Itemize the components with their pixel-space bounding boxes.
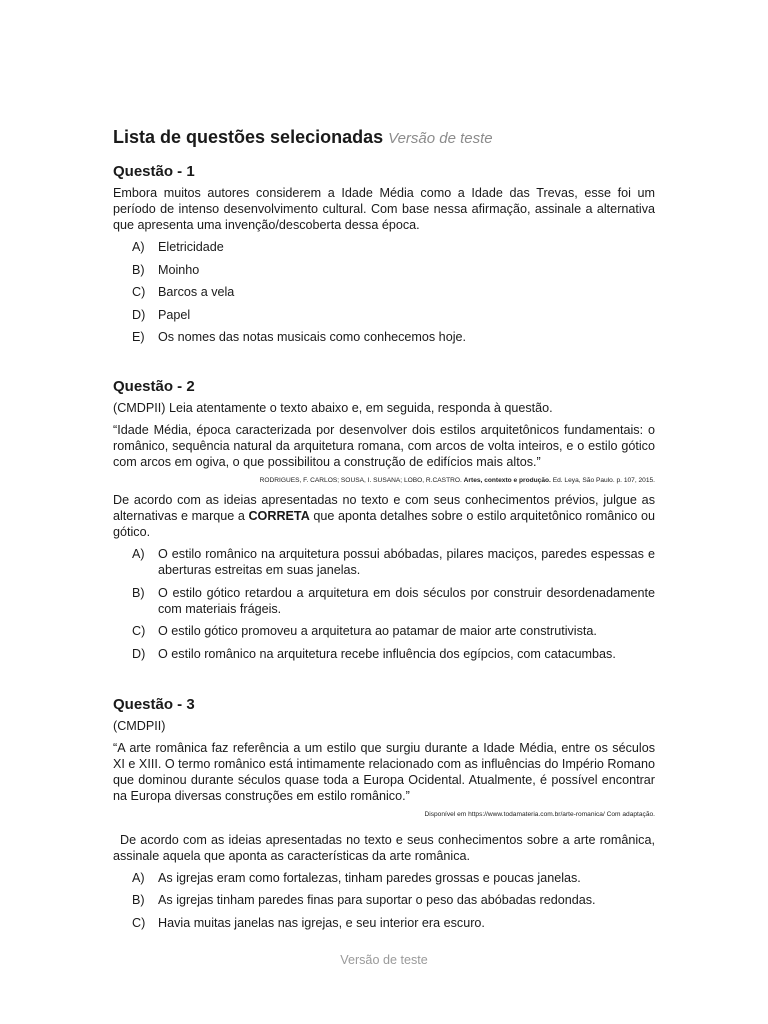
page-subtitle: Versão de teste: [388, 130, 493, 147]
question-3: [113, 696, 655, 931]
option-text: Moinho: [158, 262, 200, 277]
option-letter: B): [132, 893, 145, 907]
question-3-option-a[interactable]: [113, 870, 655, 886]
option-text: Havia muitas janelas nas igrejas, e seu interior era escuro.: [158, 915, 485, 930]
question-3-option-b[interactable]: [113, 892, 655, 908]
option-letter: A): [132, 870, 145, 885]
option-letter: A): [132, 547, 145, 561]
source-authors: RODRIGUES, F. CARLOS; SOUSA, I. SUSANA; LOBO, R.CASTRO.: [259, 477, 464, 484]
option-letter: C): [132, 285, 146, 299]
option-text: Papel: [158, 307, 191, 322]
question-3-options: [113, 870, 655, 931]
question-1-heading: Questão - 1: [113, 163, 195, 180]
option-letter: B): [132, 262, 145, 277]
question-1: [113, 163, 655, 345]
option-text: Barcos a vela: [158, 285, 235, 299]
option-text: O estilo gótico promoveu a arquitetura ao patamar de maior arte construtivista.: [158, 624, 597, 638]
option-letter: C): [132, 915, 146, 930]
question-3-prompt: De acordo com as ideias apresentadas no texto e seus conhecimentos sobre a arte românica, assinale aquela que aponta as características da arte românica.: [113, 832, 655, 863]
option-text: O estilo românico na arquitetura recebe influência dos egípcios, com catacumbas.: [158, 646, 616, 661]
question-3-quote: “A arte românica faz referência a um estilo que surgiu durante a Idade Média, entre os séculos XI e XIII. O termo românico está intimamente relacionado com as influências do Império Romano que dominou durante séculos quase toda a Europa Ocidental. Atualmente, é possível encontrar na Europa diversas construções em estilo românico.”: [113, 740, 655, 803]
question-2-option-c[interactable]: [113, 623, 655, 639]
question-2-heading: Questão - 2: [113, 378, 195, 395]
question-2-quote: “Idade Média, época caracterizada por desenvolver dois estilos arquitetônicos fundamentais: o românico, sequência natural da arquitetura romana, com arcos de volta inteiros, e o estilo gótico com arcos em ogiva, o que possibilitou a construção de edifícios mais altos.”: [113, 423, 655, 469]
option-text: Eletricidade: [158, 240, 224, 254]
prompt-text-after: que aponta detalhes sobre o estilo arquitetônico românico ou gótico.: [113, 509, 656, 539]
question-2-option-b[interactable]: [113, 585, 655, 617]
prompt-emphasis: CORRETA: [248, 509, 310, 523]
question-1-options: [113, 239, 655, 345]
option-letter: D): [132, 646, 146, 661]
option-letter: E): [132, 330, 145, 344]
option-text: Os nomes das notas musicais como conhecemos hoje.: [158, 330, 466, 344]
option-text: As igrejas tinham paredes finas para suportar o peso das abóbadas redondas.: [158, 893, 596, 907]
option-text: As igrejas eram como fortalezas, tinham paredes grossas e poucas janelas.: [158, 870, 581, 885]
question-1-option-d[interactable]: [113, 307, 655, 323]
question-3-intro: (CMDPII): [113, 718, 166, 733]
option-text: O estilo gótico retardou a arquitetura em dois séculos por construir desordenadamente com materiais frágeis.: [158, 585, 655, 616]
page-title-text: Lista de questões selecionadas: [113, 127, 384, 147]
question-1-option-a[interactable]: [113, 239, 655, 255]
option-letter: C): [132, 624, 146, 638]
page-footer: Versão de teste: [340, 953, 428, 967]
question-2-intro: (CMDPII) Leia atentamente o texto abaixo e, em seguida, responda à questão.: [113, 401, 553, 415]
question-3-source: Disponível em https://www.todamateria.com.br/arte-romanica/ Com adaptação.: [424, 810, 655, 818]
question-3-option-c[interactable]: [113, 915, 655, 931]
option-letter: A): [132, 240, 145, 254]
source-title: Artes, contexto e produção.: [463, 477, 551, 484]
question-1-option-e[interactable]: [113, 329, 655, 345]
option-text: O estilo românico na arquitetura possui abóbadas, pilares maciços, paredes espessas e aberturas estreitas em suas janelas.: [158, 547, 655, 577]
source-publisher: Ed. Leya, São Paulo. p. 107, 2015.: [550, 477, 655, 484]
option-letter: D): [132, 307, 146, 322]
question-2: [113, 378, 655, 662]
question-2-option-a[interactable]: [113, 546, 655, 578]
question-2-options: [113, 546, 655, 662]
document-page: [113, 125, 655, 937]
page-title: [113, 125, 655, 151]
question-1-option-b[interactable]: [113, 262, 655, 278]
question-3-heading: Questão - 3: [113, 695, 195, 713]
question-1-option-c[interactable]: [113, 284, 655, 300]
option-letter: B): [132, 585, 145, 600]
question-2-prompt: [113, 492, 655, 540]
prompt-text-before: De acordo com as ideias apresentadas no texto e com seus conhecimentos prévios, julgue as alternativas e marque a: [113, 493, 655, 523]
question-2-option-d[interactable]: [113, 646, 655, 662]
question-1-statement: Embora muitos autores considerem a Idade Média como a Idade das Trevas, esse foi um período de intenso desenvolvimento cultural. Com base nessa afirmação, assinale a alternativa que apresenta uma invenção/descoberta dessa época.: [113, 186, 655, 232]
question-2-source: [113, 476, 655, 486]
